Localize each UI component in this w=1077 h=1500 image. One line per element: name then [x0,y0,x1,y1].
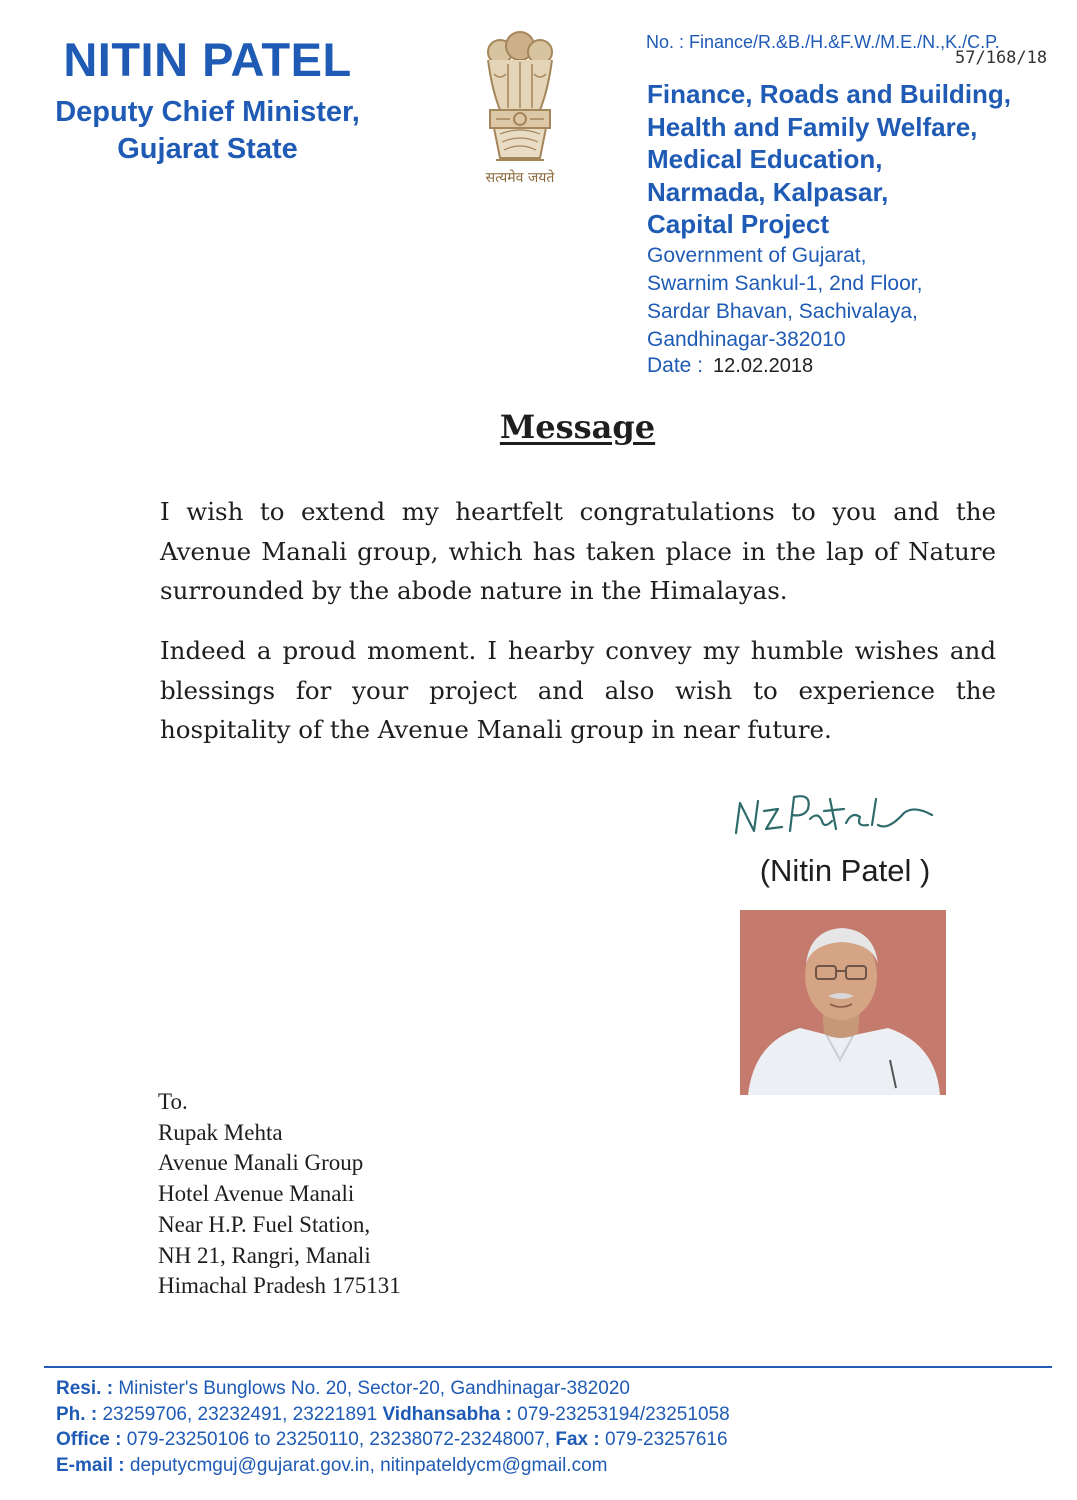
minister-name: NITIN PATEL [63,33,352,86]
residence-label: Resi. : [56,1378,114,1399]
office-address [647,242,922,354]
fax-label: Fax : [555,1429,600,1451]
message-paragraph: I wish to extend my heartfelt congratulations to you and the Avenue Manali group, which has taken place in the lap of Nature surrounded by the abode nature in the Himalayas. [160,497,996,605]
signatory-name: (Nitin Patel ) [759,853,931,888]
portfolio-item: Capital Project [647,209,830,240]
footer-office-line [56,1427,730,1453]
office-label: Office : [56,1429,122,1451]
recipient-line: Rupak Mehta [158,1119,283,1145]
phone-label: Ph. : [56,1403,98,1425]
fax-value: 079-23257616 [604,1429,728,1451]
address-line: Swarnim Sankul-1, 2nd Floor, [647,272,923,295]
footer-contacts [56,1376,730,1478]
reference-number: No. : Finance/R.&B./H.&F.W./M.E./N.,K./C.P. [646,32,1000,52]
portfolio-item: Finance, Roads and Building, [647,79,1012,109]
phone-value: 23259706, 23232491, 23221891 [102,1403,378,1425]
recipient-line: NH 21, Rangri, Manali [158,1242,371,1268]
residence-value: Minister's Bunglows No. 20, Sector-20, Gandhinagar-382020 [118,1378,630,1399]
message-heading: Message [499,408,656,446]
address-line: Gandhinagar-382010 [647,328,846,351]
email-label: E-mail : [56,1454,125,1476]
handwritten-signature [728,785,958,845]
minister-title-line: Deputy Chief Minister, [55,96,360,128]
footer-residence-line [56,1376,730,1402]
portfolio-list [647,78,1011,241]
minister-portrait-image [740,910,946,1095]
footer-phone-line [56,1402,730,1428]
portfolio-item: Medical Education, [647,144,883,175]
vidhansabha-value: 079-23253194/23251058 [517,1403,730,1425]
recipient-line: Hotel Avenue Manali [158,1181,355,1207]
portfolio-item: Health and Family Welfare, [647,111,978,142]
footer-email-line [56,1453,730,1479]
date-label: Date : [647,354,704,377]
emblem-motto: सत्यमेव जयते [485,170,555,186]
date-value: 12.02.2018 [713,355,814,377]
recipient-line: Avenue Manali Group [158,1150,364,1176]
recipient-address [158,1087,401,1302]
minister-title [0,94,415,168]
recipient-line: Himachal Pradesh 175131 [158,1273,401,1299]
recipient-line: Near H.P. Fuel Station, [158,1211,371,1237]
recipient-line: To. [158,1089,188,1114]
address-line: Government of Gujarat, [647,244,867,267]
address-line: Sardar Bhavan, Sachivalaya, [647,300,918,323]
footer-divider [44,1366,1052,1368]
minister-title-line: Gujarat State [117,133,298,165]
email-value[interactable]: deputycmguj@gujarat.gov.in, nitinpateldycm@gmail.com [129,1454,608,1476]
vidhansabha-label: Vidhansabha : [382,1403,512,1425]
portfolio-item: Narmada, Kalpasar, [647,176,889,207]
letter-date [647,354,813,378]
message-paragraph: Indeed a proud moment. I hearby convey my humble wishes and blessings for your project and also wish to experience the hospitality of the Avenue Manali group in near future. [160,636,996,744]
office-value: 079-23250106 to 23250110, 23238072-23248007, [126,1429,551,1451]
reference-number-handwritten: 57/168/18 [955,48,1048,68]
